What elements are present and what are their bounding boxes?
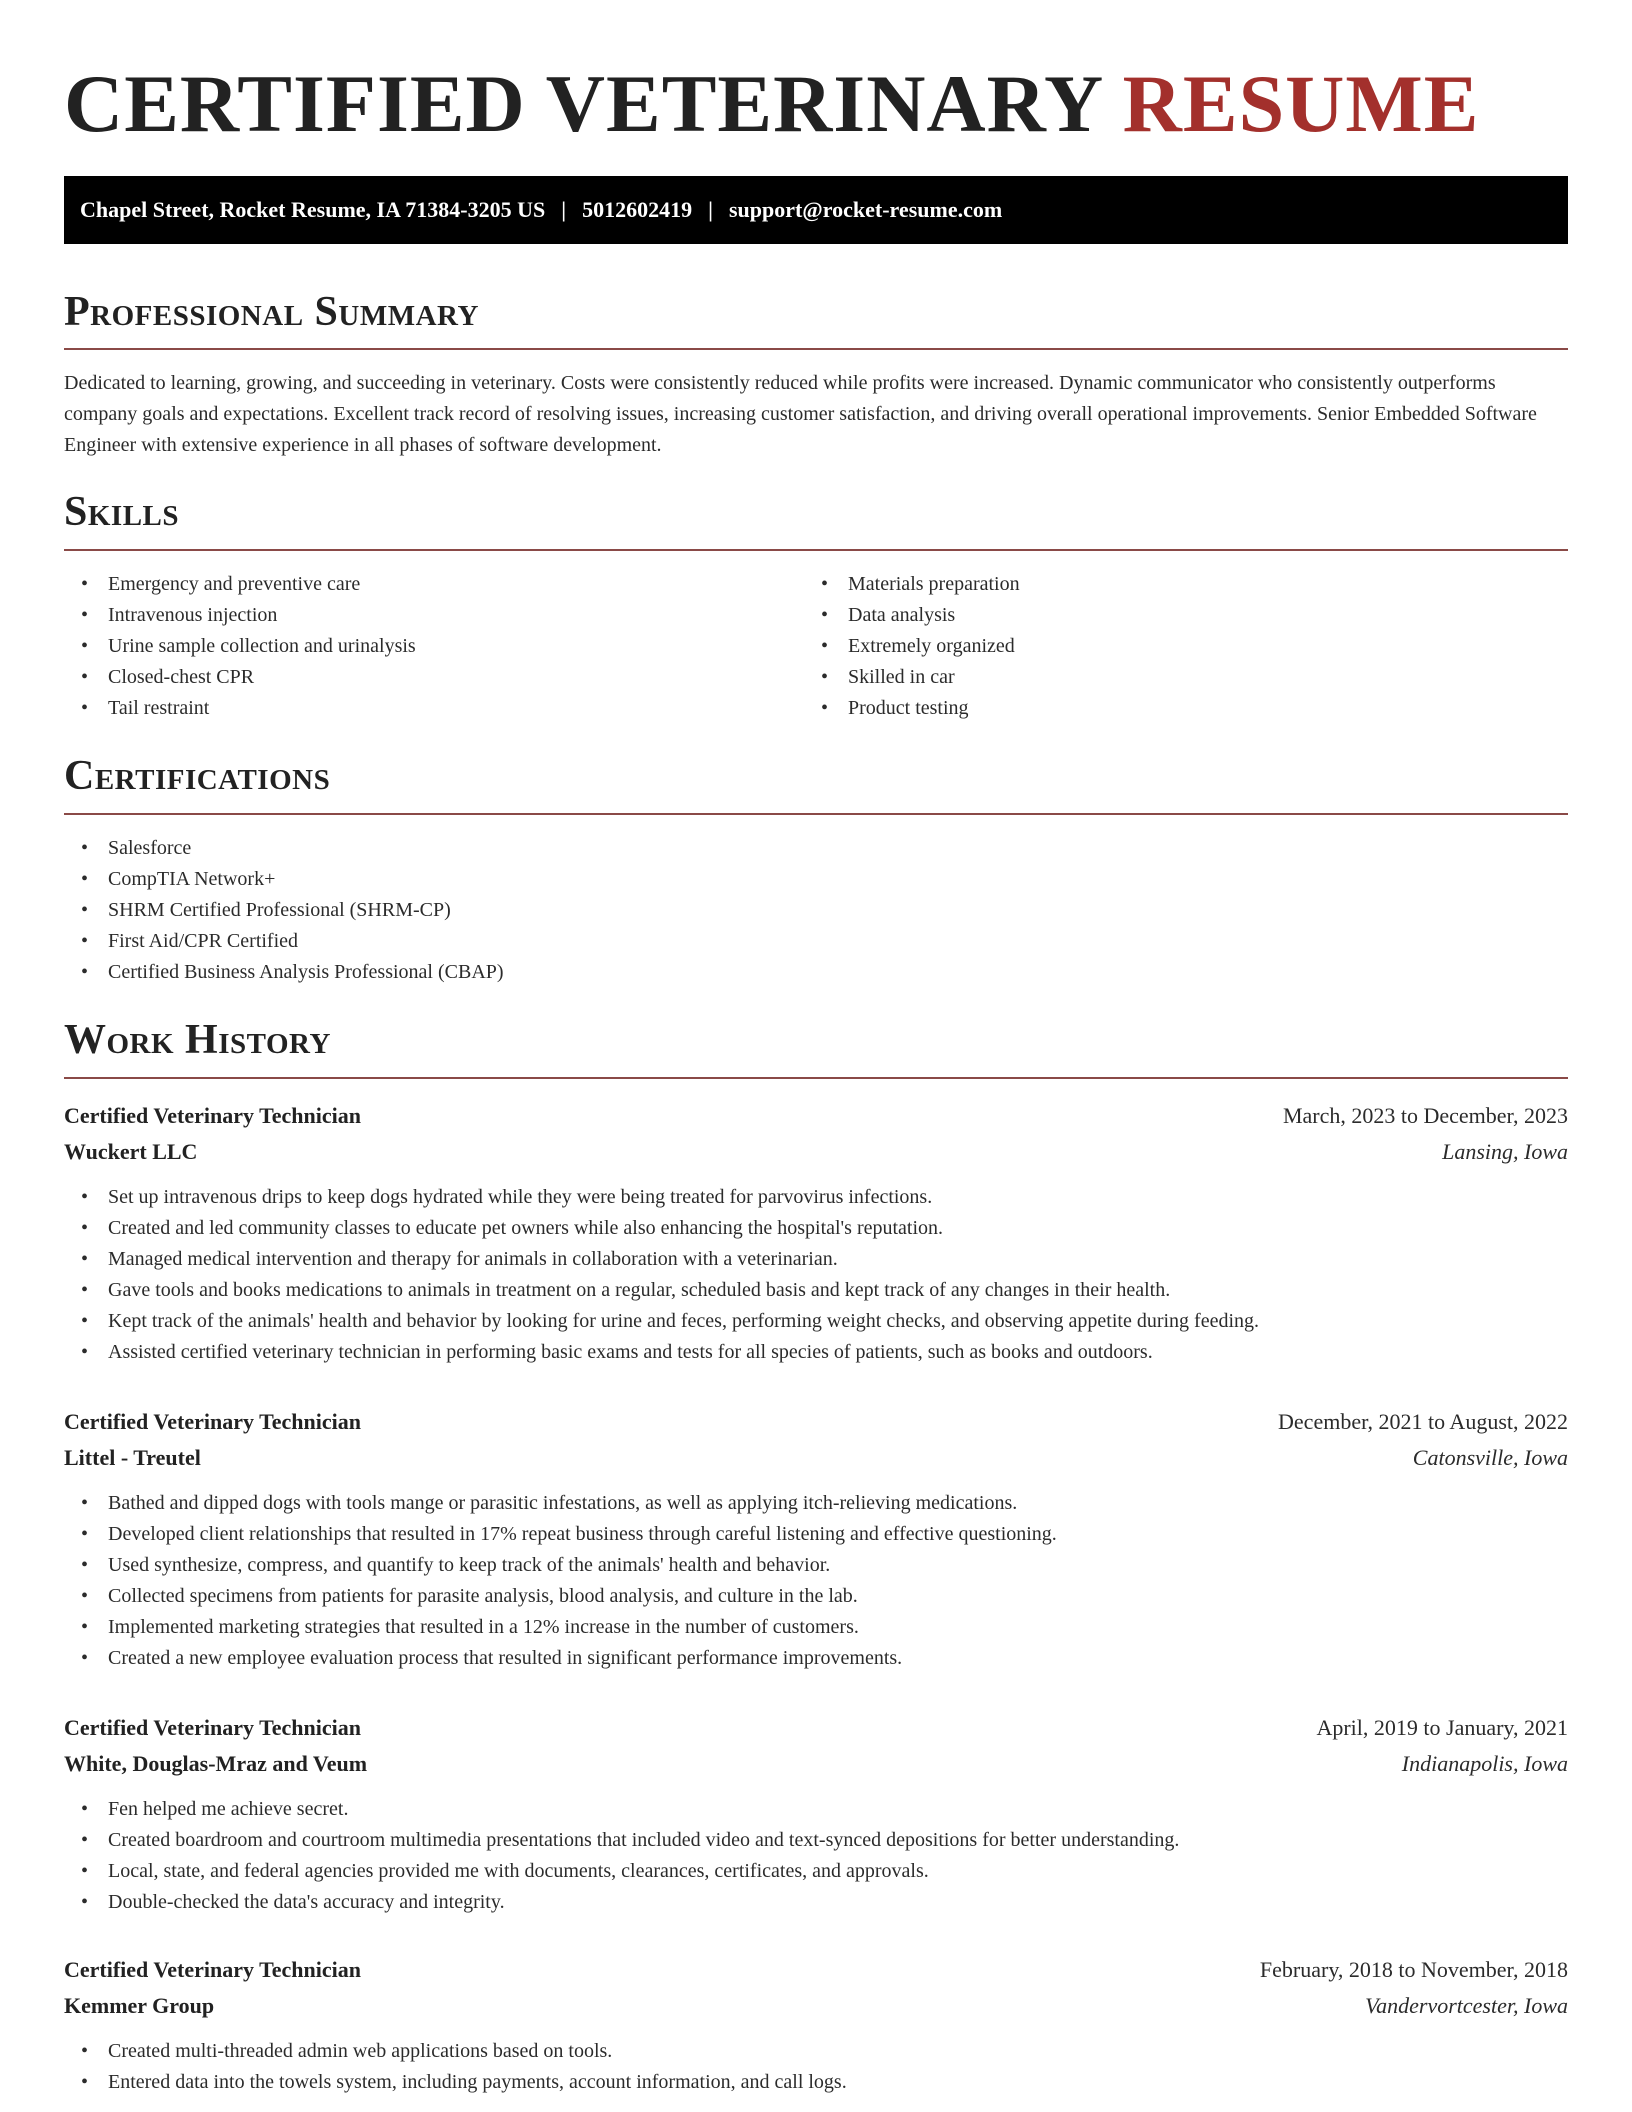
job-location: Indianapolis, Iowa	[1401, 1751, 1568, 1776]
certification-item: • First Aid/CPR Certified	[64, 926, 1568, 957]
contact-phone: 5012602419	[582, 197, 693, 222]
skills-list-left	[64, 569, 804, 724]
resume-title	[64, 56, 1479, 152]
job-entry	[64, 1710, 1568, 1918]
job-bullet: • Entered data into the towels system, including payments, account information, and call logs.	[64, 2067, 1568, 2098]
job-title: Certified Veterinary Technician	[64, 1103, 361, 1128]
job-bullet: • Created boardroom and courtroom multimedia presentations that included video and text-synced depositions for better understanding.	[64, 1825, 1568, 1856]
job-bullets	[64, 1488, 1568, 1674]
job-bullet: • Double-checked the data's accuracy and integrity.	[64, 1887, 1568, 1918]
job-bullet: • Used synthesize, compress, and quantify to keep track of the animals' health and behavior.	[64, 1550, 1568, 1581]
contact-separator: |	[708, 197, 713, 222]
skill-item: • Tail restraint	[64, 693, 804, 724]
summary-divider	[64, 348, 1568, 350]
skill-item: • Urine sample collection and urinalysis	[64, 631, 804, 662]
contact-email: support@rocket-resume.com	[728, 197, 1003, 222]
job-bullet: • Implemented marketing strategies that resulted in a 12% increase in the number of customers.	[64, 1612, 1568, 1643]
skills-heading: Skills	[64, 489, 180, 535]
skill-item: • Skilled in car	[804, 662, 1564, 693]
certifications-list	[64, 833, 1568, 988]
skills-list-right	[804, 569, 1564, 724]
skills-divider	[64, 549, 1568, 551]
summary-text: Dedicated to learning, growing, and succeeding in veterinary. Costs were consistently reduced while profits were increased. Dynamic communicator who consistently outperforms company goals and expectations. Excellent track record of resolving issues, increasing customer satisfaction, and driving overall operational improvements. Senior Embedded Software Engineer with extensive experience in all phases of software development.	[64, 372, 1537, 456]
job-title: Certified Veterinary Technician	[64, 1715, 361, 1740]
job-bullet: • Created a new employee evaluation process that resulted in significant performance improvements.	[64, 1643, 1568, 1674]
job-entry	[64, 1952, 1568, 2098]
contact-address: Chapel Street, Rocket Resume, IA 71384-3205 US	[80, 197, 546, 222]
work-history-divider	[64, 1077, 1568, 1079]
job-dates: December, 2021 to August, 2022	[1278, 1409, 1568, 1434]
job-bullets	[64, 2036, 1568, 2098]
job-entry	[64, 1098, 1568, 1368]
job-company: Wuckert LLC	[64, 1139, 198, 1164]
job-bullet: • Fen helped me achieve secret.	[64, 1794, 1568, 1825]
skill-item: • Materials preparation	[804, 569, 1564, 600]
certifications-divider	[64, 813, 1568, 815]
title-main: CERTIFIED VETERINARY	[64, 58, 1102, 149]
job-dates: February, 2018 to November, 2018	[1259, 1957, 1568, 1982]
job-entry	[64, 1404, 1568, 1674]
skill-item: • Intravenous injection	[64, 600, 804, 631]
certification-item: • SHRM Certified Professional (SHRM-CP)	[64, 895, 1568, 926]
skill-item: • Emergency and preventive care	[64, 569, 804, 600]
job-title: Certified Veterinary Technician	[64, 1409, 361, 1434]
job-title: Certified Veterinary Technician	[64, 1957, 361, 1982]
job-bullet: • Collected specimens from patients for parasite analysis, blood analysis, and culture in the lab.	[64, 1581, 1568, 1612]
job-bullet: • Local, state, and federal agencies provided me with documents, clearances, certificates, and approvals.	[64, 1856, 1568, 1887]
job-bullet: • Assisted certified veterinary technician in performing basic exams and tests for all species of patients, such as books and outdoors.	[64, 1337, 1568, 1368]
certification-item: • Salesforce	[64, 833, 1568, 864]
job-location: Lansing, Iowa	[1442, 1139, 1568, 1164]
job-dates: March, 2023 to December, 2023	[1282, 1103, 1568, 1128]
summary-heading: Professional Summary	[64, 289, 479, 335]
skill-item: • Data analysis	[804, 600, 1564, 631]
job-dates: April, 2019 to January, 2021	[1316, 1715, 1568, 1740]
job-bullet: • Gave tools and books medications to animals in treatment on a regular, scheduled basis and kept track of any changes in their health.	[64, 1275, 1568, 1306]
job-bullet: • Managed medical intervention and therapy for animals in collaboration with a veterinarian.	[64, 1244, 1568, 1275]
job-bullet: • Bathed and dipped dogs with tools mange or parasitic infestations, as well as applying itch-relieving medications.	[64, 1488, 1568, 1519]
certification-item: • Certified Business Analysis Professional (CBAP)	[64, 957, 1568, 988]
skill-item: • Product testing	[804, 693, 1564, 724]
job-bullets	[64, 1182, 1568, 1368]
job-bullet: • Set up intravenous drips to keep dogs hydrated while they were being treated for parvovirus infections.	[64, 1182, 1568, 1213]
job-bullet: • Created and led community classes to educate pet owners while also enhancing the hospital's reputation.	[64, 1213, 1568, 1244]
certification-item: • CompTIA Network+	[64, 864, 1568, 895]
job-location: Vandervortcester, Iowa	[1365, 1993, 1568, 2018]
certifications-heading: Certifications	[64, 753, 331, 799]
contact-bar	[64, 176, 1568, 244]
job-bullets	[64, 1794, 1568, 1918]
contact-separator: |	[561, 197, 567, 222]
job-bullet: • Created multi-threaded admin web applications based on tools.	[64, 2036, 1568, 2067]
skill-item: • Extremely organized	[804, 631, 1564, 662]
work-history-heading: Work History	[64, 1017, 331, 1063]
job-bullet: • Kept track of the animals' health and behavior by looking for urine and feces, performing weight checks, and observing appetite during feeding.	[64, 1306, 1568, 1337]
title-accent: RESUME	[1122, 58, 1480, 149]
job-location: Catonsville, Iowa	[1412, 1445, 1568, 1470]
job-bullet: • Developed client relationships that resulted in 17% repeat business through careful listening and effective questioning.	[64, 1519, 1568, 1550]
job-company: White, Douglas-Mraz and Veum	[64, 1751, 368, 1776]
skill-item: • Closed-chest CPR	[64, 662, 804, 693]
job-company: Littel - Treutel	[64, 1445, 201, 1470]
job-company: Kemmer Group	[64, 1993, 215, 2018]
